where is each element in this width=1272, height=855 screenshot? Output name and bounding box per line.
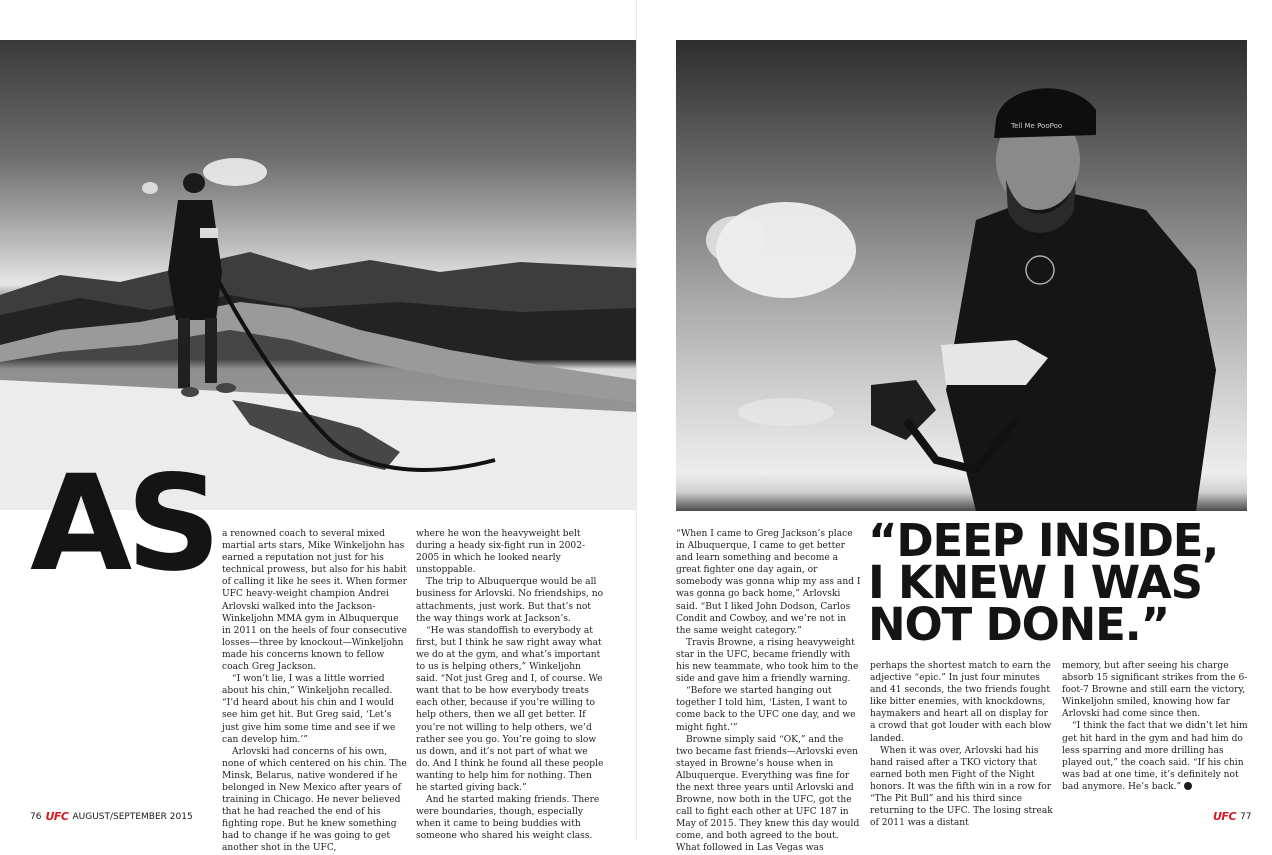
- pull-quote-line: NOT DONE.”: [868, 598, 1169, 651]
- folio-right: [1213, 810, 1251, 823]
- fighter-portrait-photo: [676, 40, 1247, 511]
- pull-quote: [868, 514, 1258, 651]
- paragraph: Travis Browne, a rising heavyweight star in the UFC, became friendly with his new teammate, who took him to the side and gave him a friendly warning.: [676, 637, 859, 685]
- paragraph: “He was standoffish to everybody at first, but I think he saw right away what we do at the gym, and what’s important to us is helping others,” Winkeljohn said. “Not just Greg and I, of course. We want that to be how everybody treats each other, because if you’re willing to help others, then we all get better. If you’re not willing to help others, we’d rather see you go. You’re going to slow us down, and it’s not part of what we do. And I think he found all these people wanting to help him for nothing. Then he started giving back.”: [416, 625, 604, 793]
- paragraph: a renowned coach to several mixed martial arts stars, Mike Winkeljohn has earned a reputation not just for his technical prowess, but also for his habit of calling it like he sees it. When former UFC heavy-weight champion Andrei Arlovski walked into the Jackson-Winkeljohn MMA gym in Albuquerque in 2011 on the heels of four consecutive losses—three by knockout—Winkeljohn made his concerns known to fellow coach Greg Jackson.: [222, 529, 407, 673]
- paragraph: When it was over, Arlovski had his hand raised after a TKO victory that earned both men Fight of the Night honors. It was the fifth win in a row for “The Pit Bull” and his third since returning to the UFC. The losing streak of 2011 was a distant: [870, 745, 1053, 829]
- pull-quote-line: “DEEP INSIDE,: [868, 514, 1219, 567]
- article-column-4: [870, 660, 1055, 829]
- paragraph: “I won’t lie, I was a little worried about his chin,” Winkeljohn recalled. “I’d heard about his chin and I would see him get hit. But Greg said, ‘Let’s just give him some time and see if we can develop him.’”: [222, 674, 396, 745]
- folio-left: [30, 810, 193, 823]
- ufc-logo: UFC: [1213, 810, 1237, 823]
- paragraph: And he started making friends. There were boundaries, though, especially when it came to being buddies with someone who shared his weight class.: [416, 795, 600, 842]
- drop-cap: AS: [30, 447, 216, 601]
- beanie-text: Tell Me PooPoo: [1011, 122, 1063, 130]
- paragraph: Browne simply said “OK,” and the two became fast friends—Arlovski even stayed in Browne’s house when in Albuquerque. Everything was fine for the next three years until Arlovski and Browne, now both in the UFC, got the call to fight each other at UFC 187 in May of 2015. They knew this day would come, and both agreed to the bout. What followed in Las Vegas was: [676, 734, 860, 854]
- ufc-logo: UFC: [45, 810, 69, 823]
- page-number: 76: [30, 811, 42, 822]
- article-column-2: [416, 528, 604, 842]
- article-column-3: [676, 528, 862, 855]
- end-mark-icon: [1184, 782, 1192, 790]
- paragraph: The trip to Albuquerque would be all business for Arlovski. No friendships, no attachments, just work. But that’s not the way things work at Jackson’s.: [416, 577, 604, 624]
- paragraph: where he won the heavyweight belt during a heady six-fight run in 2002-2005 in which he looked nearly unstoppable.: [416, 529, 586, 576]
- article-column-5: [1062, 660, 1248, 793]
- mountain-photo: [0, 40, 637, 510]
- paragraph: “When I came to Greg Jackson’s place in Albuquerque, I came to get better and learn something and become a great fighter one day again, or somebody was gonna whip my ass and I was gonna go back home,” Arlovski said. “But I liked John Dodson, Carlos Condit and Cowboy, and we’re not in the same weight category.”: [676, 529, 861, 636]
- paragraph: [1062, 720, 1248, 793]
- paragraph: perhaps the shortest match to earn the adjective “epic.” In just four minutes and 41 seconds, the two friends fought like bitter enemies, with knockdowns, haymakers and heart all on display for a crowd that got louder with each blow landed.: [870, 661, 1052, 744]
- pull-quote-line: I KNEW I WAS: [868, 556, 1202, 609]
- paragraph: memory, but after seeing his charge absorb 15 significant strikes from the 6-foot-7 Browne and still earn the victory, Winkeljohn smiled, knowing how far Arlovski had come since then.: [1062, 661, 1248, 720]
- fighter-portrait-illustration: [676, 40, 1247, 511]
- paragraph: “Before we started hanging out together I told him, ‘Listen, I want to come back to the UFC one day, and we might fight.’”: [676, 686, 856, 733]
- page-number: 77: [1240, 811, 1252, 822]
- mountain-scene-illustration: [0, 40, 637, 510]
- paragraph-text: “I think the fact that we didn’t let him get hit hard in the gym and had him do less sparring and more drilling has played out,” the coach said. “If his chin was bad at one time, it’s definitely not bad anymore. He’s back.”: [1062, 721, 1248, 792]
- article-column-1: [222, 528, 408, 855]
- paragraph: Arlovski had concerns of his own, none of which centered on his chin. The Minsk, Belarus, native wondered if he belonged in New Mexico after years of training in Chicago. He never believed that he had reached the end of his fighting rope. But he knew something had to change if he was going to get another shot in the UFC,: [222, 746, 407, 854]
- issue-date: AUGUST/SEPTEMBER 2015: [72, 811, 193, 822]
